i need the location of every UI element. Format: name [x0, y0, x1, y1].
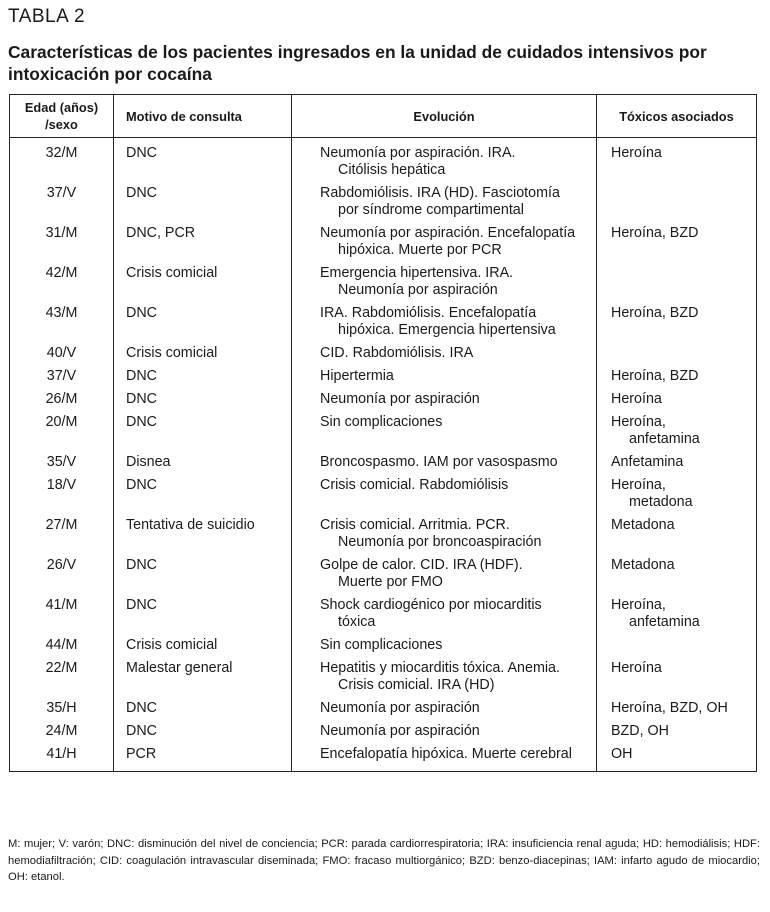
toxicos-line: Heroína, BZD: [611, 368, 699, 384]
cell-edad: 32/M: [10, 138, 114, 180]
cell-toxicos: [597, 551, 757, 591]
evolucion-line: Hipertermia: [320, 368, 394, 384]
table-row: [10, 179, 757, 219]
cell-edad: 18/V: [10, 471, 114, 511]
patients-table: [9, 94, 757, 772]
toxicos-line: OH: [611, 746, 633, 762]
toxicos-line: Heroína, BZD: [611, 305, 699, 321]
evolucion-line: Neumonía por aspiración: [320, 391, 480, 407]
cell-motivo: DNC: [114, 138, 292, 180]
toxicos-line: Heroína: [611, 660, 662, 676]
cell-evolucion: [292, 362, 597, 385]
cell-edad: 43/M: [10, 299, 114, 339]
cell-toxicos: [597, 740, 757, 772]
evolucion-line: Crisis comicial. IRA (HD): [338, 677, 495, 693]
cell-motivo: DNC: [114, 717, 292, 740]
cell-toxicos: [597, 385, 757, 408]
cell-toxicos: [597, 654, 757, 694]
cell-edad: 44/M: [10, 631, 114, 654]
toxicos-line: Metadona: [611, 517, 675, 533]
evolucion-line: por síndrome compartimental: [338, 202, 524, 218]
toxicos-line: Heroína,: [611, 597, 666, 613]
toxicos-line: Heroína,: [611, 477, 666, 493]
evolucion-line: CID. Rabdomiólisis. IRA: [320, 345, 474, 361]
evolucion-line: hipóxica. Emergencia hipertensiva: [338, 322, 556, 338]
toxicos-line: Heroína, BZD, OH: [611, 700, 728, 716]
table-row: [10, 471, 757, 511]
cell-evolucion: [292, 259, 597, 299]
table-row: [10, 339, 757, 362]
cell-edad: 41/H: [10, 740, 114, 772]
cell-evolucion: [292, 219, 597, 259]
cell-edad: 22/M: [10, 654, 114, 694]
evolucion-line: Neumonía por aspiración: [320, 700, 480, 716]
cell-evolucion: [292, 471, 597, 511]
table-row: [10, 591, 757, 631]
cell-toxicos: [597, 631, 757, 654]
evolucion-line: Muerte por FMO: [338, 574, 443, 590]
header-motivo: Motivo de consulta: [114, 95, 292, 138]
table-label: TABLA 2: [8, 6, 86, 27]
toxicos-line: anfetamina: [629, 431, 700, 447]
toxicos-line: BZD, OH: [611, 723, 669, 739]
cell-motivo: DNC: [114, 179, 292, 219]
evolucion-line: tóxica: [338, 614, 376, 630]
table-row: [10, 219, 757, 259]
table-row: [10, 138, 757, 180]
cell-motivo: DNC: [114, 471, 292, 511]
cell-motivo: Crisis comicial: [114, 259, 292, 299]
cell-motivo: PCR: [114, 740, 292, 772]
cell-edad: 24/M: [10, 717, 114, 740]
cell-edad: 37/V: [10, 362, 114, 385]
cell-evolucion: [292, 385, 597, 408]
table-row: [10, 448, 757, 471]
evolucion-line: Crisis comicial. Arritmia. PCR.: [320, 517, 510, 533]
cell-edad: 35/V: [10, 448, 114, 471]
cell-edad: 42/M: [10, 259, 114, 299]
evolucion-line: Shock cardiogénico por miocarditis: [320, 597, 542, 613]
cell-evolucion: [292, 448, 597, 471]
cell-evolucion: [292, 179, 597, 219]
cell-toxicos: [597, 219, 757, 259]
table-row: [10, 408, 757, 448]
evolucion-line: Neumonía por aspiración. IRA.: [320, 145, 516, 161]
table-title: Características de los pacientes ingresados en la unidad de cuidados intensivos por intoxicación por cocaína: [8, 42, 707, 84]
cell-toxicos: [597, 179, 757, 219]
cell-evolucion: [292, 551, 597, 591]
header-row: [10, 95, 757, 138]
evolucion-line: Neumonía por aspiración: [338, 282, 498, 298]
header-edad: Edad (años) /sexo: [10, 95, 114, 138]
table-row: [10, 385, 757, 408]
cell-evolucion: [292, 631, 597, 654]
cell-toxicos: [597, 408, 757, 448]
evolucion-line: IRA. Rabdomiólisis. Encefalopatía: [320, 305, 537, 321]
evolucion-line: Emergencia hipertensiva. IRA.: [320, 265, 514, 281]
cell-evolucion: [292, 408, 597, 448]
table-row: [10, 717, 757, 740]
cell-edad: 26/M: [10, 385, 114, 408]
cell-motivo: DNC: [114, 408, 292, 448]
cell-motivo: DNC: [114, 299, 292, 339]
header-toxicos: Tóxicos asociados: [597, 95, 757, 138]
table-row: [10, 631, 757, 654]
toxicos-line: anfetamina: [629, 614, 700, 630]
table-row: [10, 551, 757, 591]
cell-toxicos: [597, 694, 757, 717]
cell-toxicos: [597, 362, 757, 385]
cell-toxicos: [597, 717, 757, 740]
cell-evolucion: [292, 511, 597, 551]
toxicos-line: Heroína, BZD: [611, 225, 699, 241]
table-body: [10, 138, 757, 772]
evolucion-line: Hepatitis y miocarditis tóxica. Anemia.: [320, 660, 560, 676]
table-row: [10, 299, 757, 339]
toxicos-line: metadona: [629, 494, 693, 510]
cell-toxicos: [597, 591, 757, 631]
cell-evolucion: [292, 740, 597, 772]
cell-motivo: DNC: [114, 385, 292, 408]
cell-motivo: Malestar general: [114, 654, 292, 694]
cell-edad: 41/M: [10, 591, 114, 631]
cell-evolucion: [292, 694, 597, 717]
cell-toxicos: [597, 339, 757, 362]
cell-edad: 27/M: [10, 511, 114, 551]
cell-edad: 40/V: [10, 339, 114, 362]
cell-motivo: Crisis comicial: [114, 339, 292, 362]
cell-motivo: Disnea: [114, 448, 292, 471]
evolucion-line: hipóxica. Muerte por PCR: [338, 242, 502, 258]
table-row: [10, 511, 757, 551]
cell-motivo: Crisis comicial: [114, 631, 292, 654]
table-row: [10, 740, 757, 772]
cell-evolucion: [292, 299, 597, 339]
cell-edad: 37/V: [10, 179, 114, 219]
evolucion-line: Broncospasmo. IAM por vasospasmo: [320, 454, 558, 470]
cell-toxicos: [597, 511, 757, 551]
cell-motivo: DNC: [114, 694, 292, 717]
cell-motivo: DNC, PCR: [114, 219, 292, 259]
toxicos-line: Heroína: [611, 391, 662, 407]
cell-motivo: DNC: [114, 591, 292, 631]
cell-motivo: Tentativa de suicidio: [114, 511, 292, 551]
cell-toxicos: [597, 448, 757, 471]
cell-edad: 31/M: [10, 219, 114, 259]
cell-evolucion: [292, 717, 597, 740]
footnote: M: mujer; V: varón; DNC: disminución del nivel de conciencia; PCR: parada cardiorrespiratoria; IRA: insuficiencia renal aguda; HD: hemodiálisis; HDF: hemodiafiltración; CID: coagulación intravascular diseminada; FMO: fracaso multiorgánico; BZD: benzo-diacepinas; IAM: infarto agudo de miocardio; OH: etanol.: [8, 838, 760, 883]
evolucion-line: Neumonía por aspiración. Encefalopatía: [320, 225, 576, 241]
evolucion-line: Sin complicaciones: [320, 414, 443, 430]
evolucion-line: Citólisis hepática: [338, 162, 446, 178]
cell-evolucion: [292, 339, 597, 362]
toxicos-line: Heroína,: [611, 414, 666, 430]
evolucion-line: Encefalopatía hipóxica. Muerte cerebral: [320, 746, 572, 762]
evolucion-line: Sin complicaciones: [320, 637, 443, 653]
cell-evolucion: [292, 654, 597, 694]
cell-evolucion: [292, 591, 597, 631]
evolucion-line: Crisis comicial. Rabdomiólisis: [320, 477, 509, 493]
toxicos-line: Anfetamina: [611, 454, 684, 470]
table-row: [10, 362, 757, 385]
toxicos-line: Metadona: [611, 557, 675, 573]
cell-motivo: DNC: [114, 551, 292, 591]
cell-edad: 20/M: [10, 408, 114, 448]
header-evolucion: Evolución: [292, 95, 597, 138]
table-row: [10, 259, 757, 299]
cell-toxicos: [597, 138, 757, 180]
cell-toxicos: [597, 259, 757, 299]
cell-evolucion: [292, 138, 597, 180]
evolucion-line: Neumonía por aspiración: [320, 723, 480, 739]
table-row: [10, 654, 757, 694]
evolucion-line: Rabdomiólisis. IRA (HD). Fasciotomía: [320, 185, 560, 201]
cell-toxicos: [597, 299, 757, 339]
cell-edad: 35/H: [10, 694, 114, 717]
evolucion-line: Neumonía por broncoaspiración: [338, 534, 542, 550]
toxicos-line: Heroína: [611, 145, 662, 161]
table-row: [10, 694, 757, 717]
cell-edad: 26/V: [10, 551, 114, 591]
cell-toxicos: [597, 471, 757, 511]
evolucion-line: Golpe de calor. CID. IRA (HDF).: [320, 557, 523, 573]
cell-motivo: DNC: [114, 362, 292, 385]
